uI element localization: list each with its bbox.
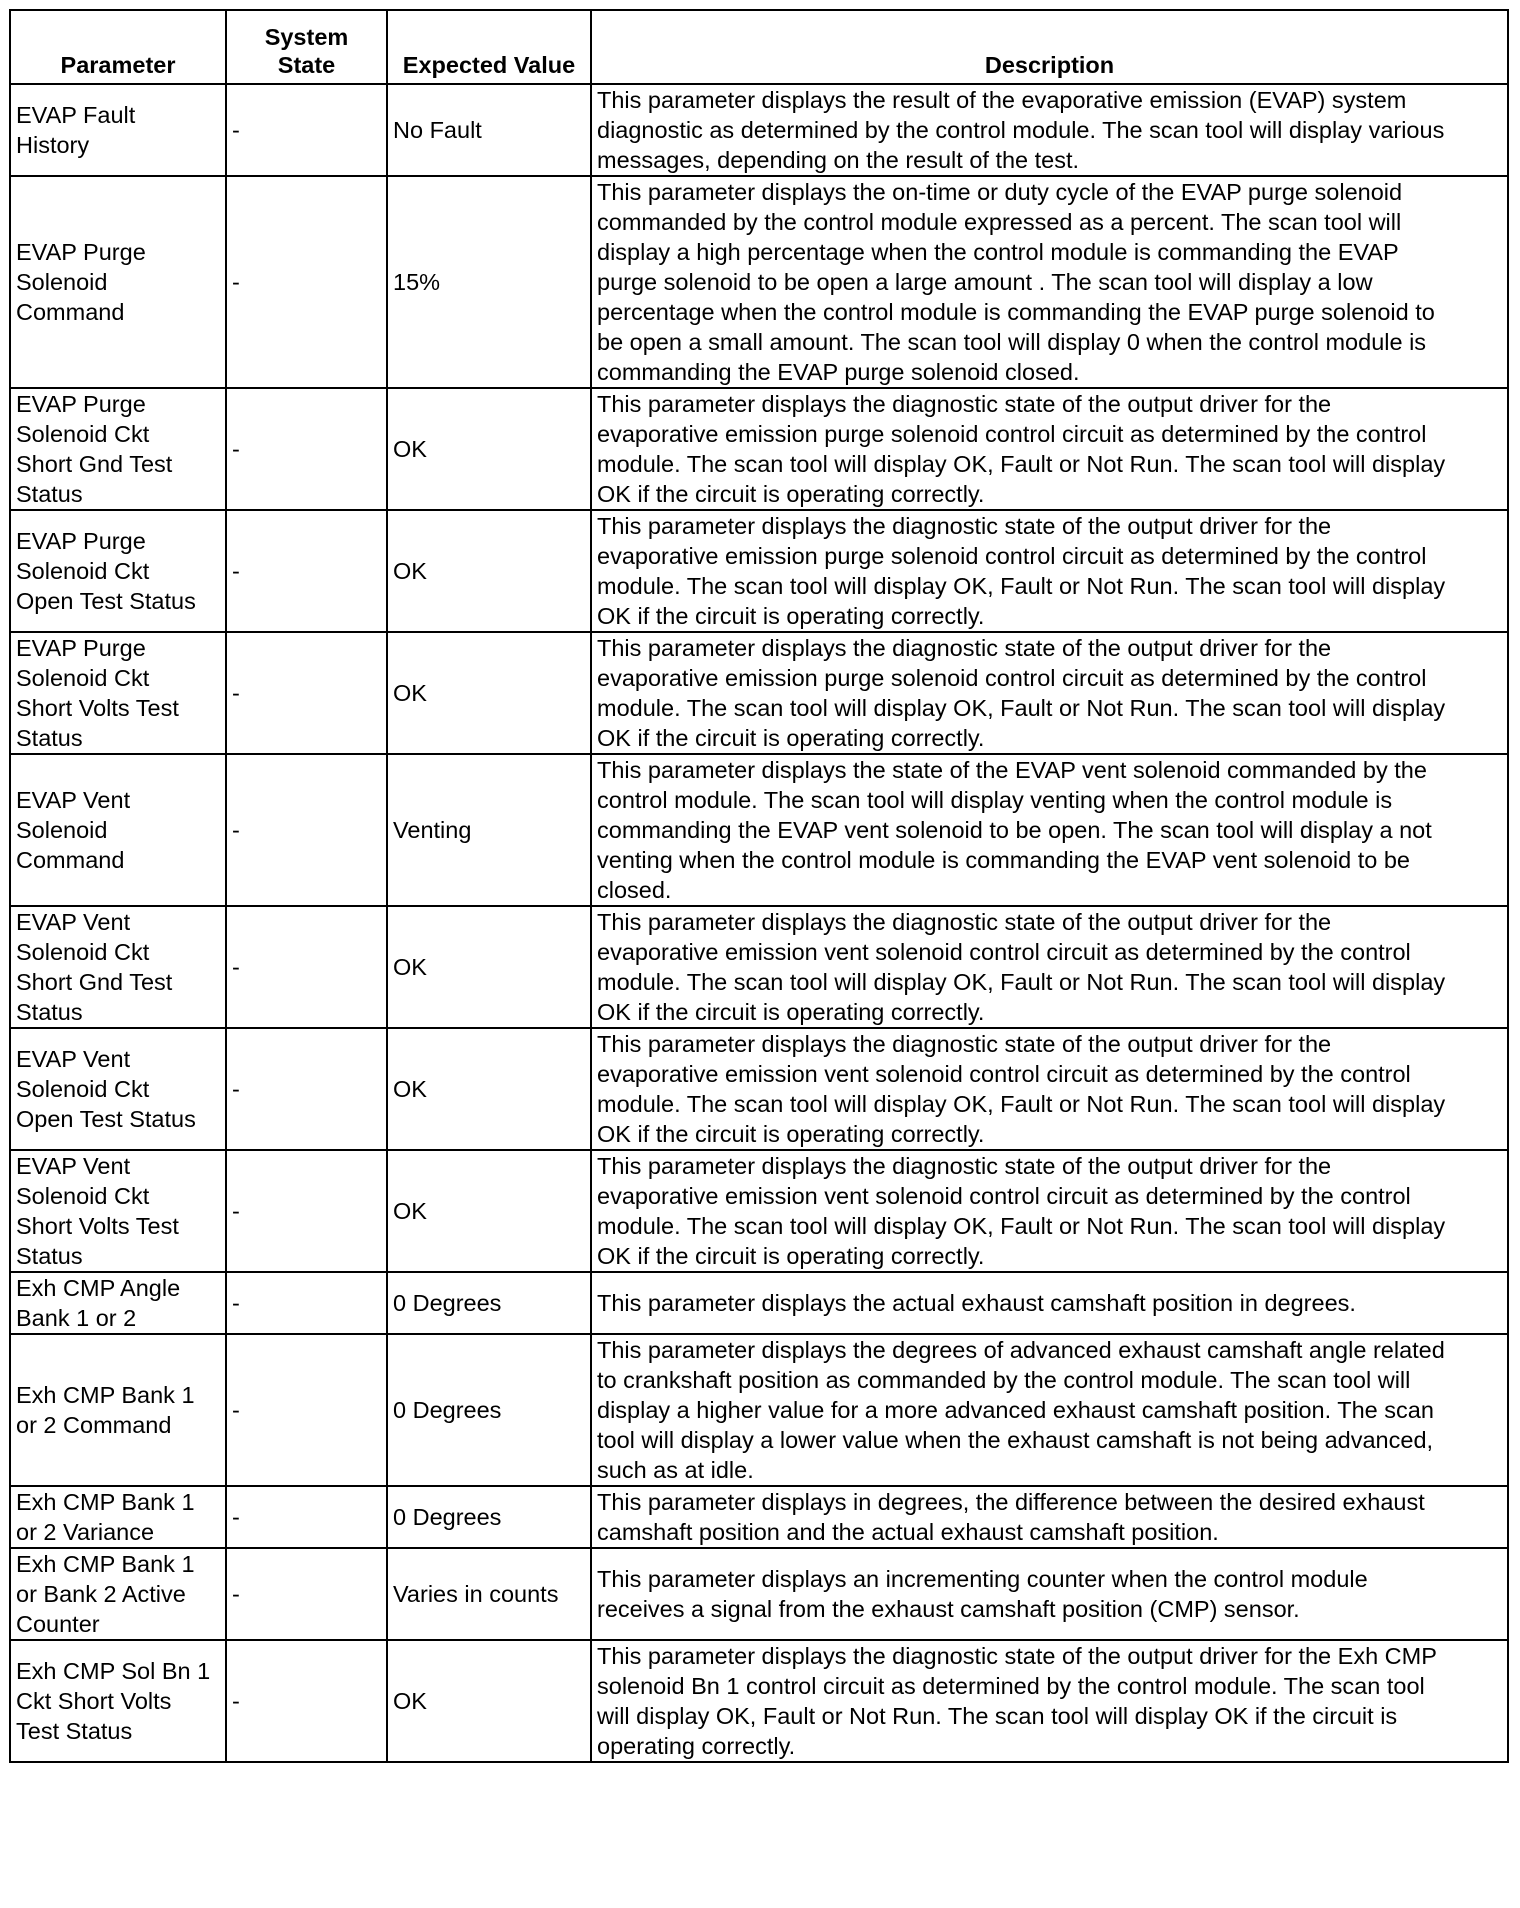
cell-parameter: EVAP Purge Solenoid Ckt Short Volts Test Status [10, 632, 226, 754]
table-row [10, 1334, 1508, 1486]
cell-system-state: - [226, 632, 387, 754]
cell-expected-value: OK [387, 1028, 591, 1150]
cell-system-state: - [226, 1334, 387, 1486]
cell-parameter: EVAP Vent Solenoid Command [10, 754, 226, 906]
cell-expected-value: OK [387, 632, 591, 754]
cell-parameter: EVAP Vent Solenoid Ckt Short Volts Test Status [10, 1150, 226, 1272]
cell-expected-value: Varies in counts [387, 1548, 591, 1640]
header-parameter: Parameter [10, 10, 226, 84]
cell-system-state: - [226, 1272, 387, 1334]
header-system-state: System State [226, 10, 387, 84]
cell-parameter: Exh CMP Sol Bn 1 Ckt Short Volts Test Status [10, 1640, 226, 1762]
cell-system-state: - [226, 1028, 387, 1150]
cell-description: This parameter displays in degrees, the difference between the desired exhaust camshaft position and the actual exhaust camshaft position. [591, 1486, 1508, 1548]
table-row [10, 1150, 1508, 1272]
cell-expected-value: 0 Degrees [387, 1334, 591, 1486]
cell-description: This parameter displays the result of the evaporative emission (EVAP) system diagnostic as determined by the control module. The scan tool will display various messages, depending on the result of the test. [591, 84, 1508, 176]
cell-description: This parameter displays the diagnostic state of the output driver for the evaporative emission vent solenoid control circuit as determined by the control module. The scan tool will display OK, Fault or Not Run. The scan tool will display OK if the circuit is operating correctly. [591, 906, 1508, 1028]
cell-expected-value: OK [387, 1150, 591, 1272]
cell-system-state: - [226, 1548, 387, 1640]
cell-system-state: - [226, 1486, 387, 1548]
cell-description: This parameter displays the state of the EVAP vent solenoid commanded by the control module. The scan tool will display venting when the control module is commanding the EVAP vent solenoid to be open. The scan tool will display a not venting when the control module is commanding the EVAP vent solenoid to be closed. [591, 754, 1508, 906]
cell-system-state: - [226, 510, 387, 632]
cell-description: This parameter displays the on-time or duty cycle of the EVAP purge solenoid commanded by the control module expressed as a percent. The scan tool will display a high percentage when the control module is commanding the EVAP purge solenoid to be open a large amount . The scan tool will display a low percentage when the control module is commanding the EVAP purge solenoid to be open a small amount. The scan tool will display 0 when the control module is commanding the EVAP purge solenoid closed. [591, 176, 1508, 388]
table-row [10, 1486, 1508, 1548]
cell-parameter: Exh CMP Bank 1 or Bank 2 Active Counter [10, 1548, 226, 1640]
cell-description: This parameter displays the diagnostic state of the output driver for the evaporative emission vent solenoid control circuit as determined by the control module. The scan tool will display OK, Fault or Not Run. The scan tool will display OK if the circuit is operating correctly. [591, 1028, 1508, 1150]
cell-description: This parameter displays the actual exhaust camshaft position in degrees. [591, 1272, 1508, 1334]
cell-expected-value: 0 Degrees [387, 1486, 591, 1548]
parameter-table [9, 9, 1509, 1763]
table-row [10, 1548, 1508, 1640]
cell-parameter: Exh CMP Angle Bank 1 or 2 [10, 1272, 226, 1334]
cell-parameter: EVAP Purge Solenoid Ckt Open Test Status [10, 510, 226, 632]
cell-parameter: EVAP Purge Solenoid Ckt Short Gnd Test Status [10, 388, 226, 510]
cell-system-state: - [226, 754, 387, 906]
cell-parameter: EVAP Vent Solenoid Ckt Short Gnd Test Status [10, 906, 226, 1028]
cell-expected-value: 15% [387, 176, 591, 388]
cell-expected-value: OK [387, 1640, 591, 1762]
cell-description: This parameter displays the diagnostic state of the output driver for the evaporative emission purge solenoid control circuit as determined by the control module. The scan tool will display OK, Fault or Not Run. The scan tool will display OK if the circuit is operating correctly. [591, 510, 1508, 632]
cell-parameter: Exh CMP Bank 1 or 2 Command [10, 1334, 226, 1486]
cell-system-state: - [226, 1640, 387, 1762]
cell-system-state: - [226, 176, 387, 388]
header-description: Description [591, 10, 1508, 84]
table-row [10, 632, 1508, 754]
cell-expected-value: OK [387, 906, 591, 1028]
cell-parameter: EVAP Purge Solenoid Command [10, 176, 226, 388]
table-row [10, 1028, 1508, 1150]
table-row [10, 510, 1508, 632]
cell-expected-value: 0 Degrees [387, 1272, 591, 1334]
table-row [10, 388, 1508, 510]
cell-expected-value: No Fault [387, 84, 591, 176]
cell-parameter: Exh CMP Bank 1 or 2 Variance [10, 1486, 226, 1548]
cell-system-state: - [226, 906, 387, 1028]
cell-system-state: - [226, 84, 387, 176]
table-row [10, 1272, 1508, 1334]
cell-description: This parameter displays the diagnostic state of the output driver for the evaporative emission vent solenoid control circuit as determined by the control module. The scan tool will display OK, Fault or Not Run. The scan tool will display OK if the circuit is operating correctly. [591, 1150, 1508, 1272]
table-row [10, 1640, 1508, 1762]
header-expected-value: Expected Value [387, 10, 591, 84]
cell-description: This parameter displays the diagnostic state of the output driver for the evaporative emission purge solenoid control circuit as determined by the control module. The scan tool will display OK, Fault or Not Run. The scan tool will display OK if the circuit is operating correctly. [591, 388, 1508, 510]
cell-parameter: EVAP Vent Solenoid Ckt Open Test Status [10, 1028, 226, 1150]
cell-parameter: EVAP Fault History [10, 84, 226, 176]
cell-description: This parameter displays the degrees of advanced exhaust camshaft angle related to crankshaft position as commanded by the control module. The scan tool will display a higher value for a more advanced exhaust camshaft position. The scan tool will display a lower value when the exhaust camshaft is not being advanced, such as at idle. [591, 1334, 1508, 1486]
cell-expected-value: OK [387, 388, 591, 510]
table-row [10, 754, 1508, 906]
table-row [10, 176, 1508, 388]
table-row [10, 906, 1508, 1028]
cell-expected-value: Venting [387, 754, 591, 906]
table-row [10, 84, 1508, 176]
cell-expected-value: OK [387, 510, 591, 632]
header-row [10, 10, 1508, 84]
cell-description: This parameter displays an incrementing counter when the control module receives a signal from the exhaust camshaft position (CMP) sensor. [591, 1548, 1508, 1640]
cell-system-state: - [226, 388, 387, 510]
cell-system-state: - [226, 1150, 387, 1272]
cell-description: This parameter displays the diagnostic state of the output driver for the Exh CMP solenoid Bn 1 control circuit as determined by the control module. The scan tool will display OK, Fault or Not Run. The scan tool will display OK if the circuit is operating correctly. [591, 1640, 1508, 1762]
cell-description: This parameter displays the diagnostic state of the output driver for the evaporative emission purge solenoid control circuit as determined by the control module. The scan tool will display OK, Fault or Not Run. The scan tool will display OK if the circuit is operating correctly. [591, 632, 1508, 754]
